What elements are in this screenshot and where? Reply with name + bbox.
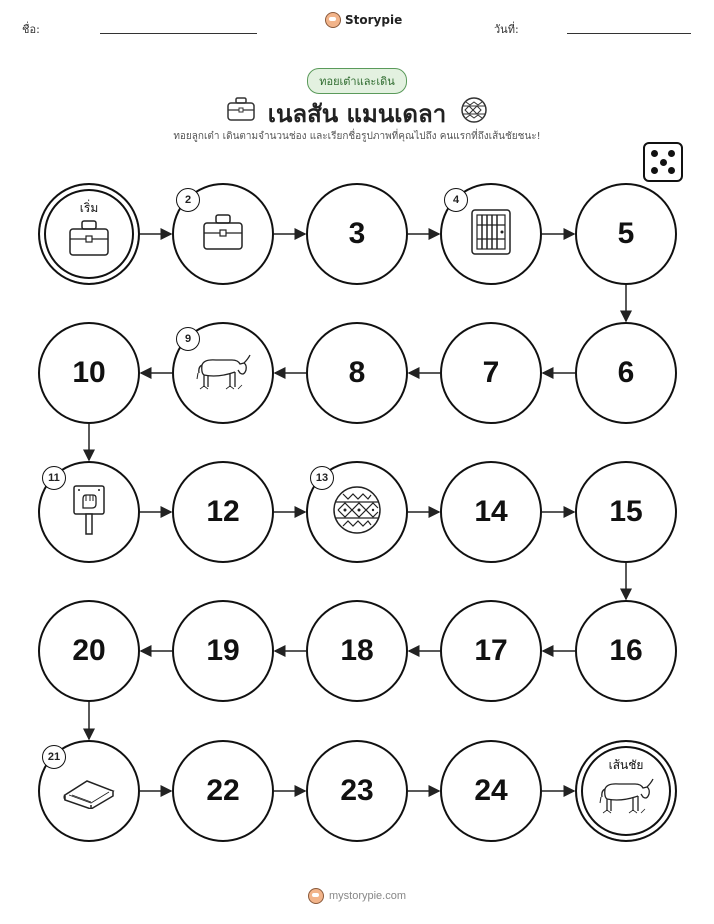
- board-cell-22: [172, 740, 274, 842]
- board-cell-5: [575, 183, 677, 285]
- board-cell-10: [38, 322, 140, 424]
- board-cell-20: [38, 600, 140, 702]
- name-label: ชื่อ:: [22, 23, 40, 36]
- board-cell-12: [172, 461, 274, 563]
- prison-door-icon: [468, 207, 514, 261]
- board-cell-7: [440, 322, 542, 424]
- board-cell-18: [306, 600, 408, 702]
- mascot-icon: [308, 888, 324, 904]
- cell-number-badge: 13: [310, 466, 334, 490]
- board-cell-16: [575, 600, 677, 702]
- cell-number: 5: [617, 217, 635, 250]
- cell-number: 12: [206, 495, 240, 528]
- cell-number: 16: [609, 634, 643, 667]
- finish-label: เส้นชัย: [608, 758, 644, 772]
- cell-number: 18: [340, 634, 374, 667]
- cell-number-badge: 21: [42, 745, 66, 769]
- date-label: วันที่:: [494, 23, 519, 36]
- board-cell-14: [440, 461, 542, 563]
- start-label: เริ่ม: [79, 201, 99, 215]
- board-cell-19: [172, 600, 274, 702]
- cattle-icon: [194, 351, 252, 395]
- brand-name: Storypie: [345, 13, 403, 27]
- cell-number: 19: [206, 634, 240, 667]
- board-cell-17: [440, 600, 542, 702]
- cell-number: 10: [72, 356, 106, 389]
- book-icon: [61, 769, 117, 813]
- cell-number-badge: 9: [176, 327, 200, 351]
- briefcase-icon: [67, 218, 111, 262]
- board-cell-1: [38, 183, 140, 285]
- board-cell-25: [575, 740, 677, 842]
- board-cell-6: [575, 322, 677, 424]
- board-cell-24: [440, 740, 542, 842]
- board-cell-15: [575, 461, 677, 563]
- board-cell-23: [306, 740, 408, 842]
- cell-number: 23: [340, 774, 374, 807]
- patterned-ball-icon: [331, 484, 383, 540]
- cattle-icon: [597, 775, 655, 819]
- cell-number: 7: [482, 356, 500, 389]
- footer: [0, 888, 714, 904]
- cell-number-badge: 4: [444, 188, 468, 212]
- cell-number: 20: [72, 634, 106, 667]
- cell-number-badge: 11: [42, 466, 66, 490]
- cell-number: 15: [609, 495, 643, 528]
- page-title: เนลสัน แมนเดลา: [267, 100, 447, 128]
- footer-site: mystorypie.com: [328, 890, 407, 902]
- briefcase-icon: [201, 212, 245, 256]
- cell-number: 17: [474, 634, 508, 667]
- protest-sign-icon: [71, 484, 107, 540]
- cell-number: 14: [474, 495, 508, 528]
- cell-number: 24: [474, 774, 508, 807]
- board-cell-8: [306, 322, 408, 424]
- cell-number: 3: [348, 217, 366, 250]
- cell-number: 8: [348, 356, 366, 389]
- cell-number-badge: 2: [176, 188, 200, 212]
- instructions-text: ทอยลูกเต๋า เดินตามจำนวนช่อง และเรียกชื่อรูปภาพที่คุณไปถึง คนแรกที่ถึงเส้นชัยชนะ!: [173, 131, 541, 142]
- board-cell-3: [306, 183, 408, 285]
- game-tag: ทอยเต๋าและเดิน: [307, 68, 407, 94]
- cell-number: 22: [206, 774, 240, 807]
- cell-number: 6: [617, 356, 635, 389]
